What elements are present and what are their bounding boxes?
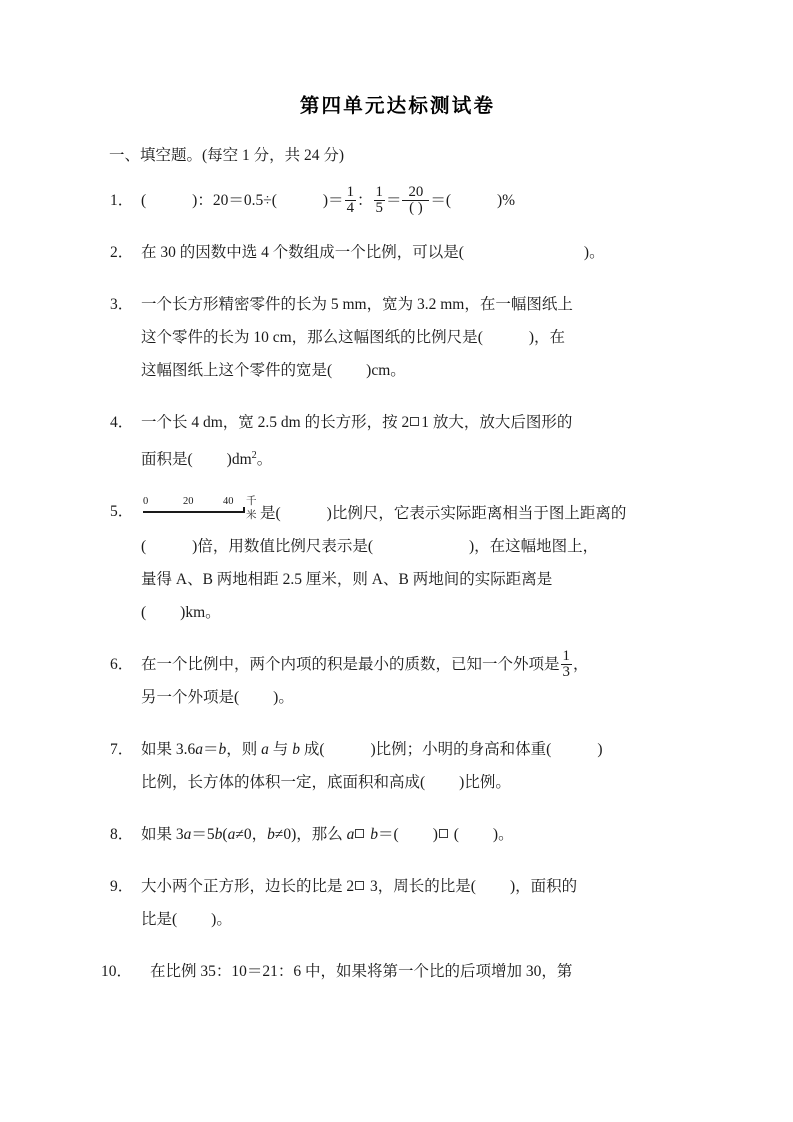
q3-line3-b: )cm。 (366, 362, 406, 380)
q3-line-3 (141, 354, 685, 387)
q4-line-1 (141, 406, 685, 439)
fraction-one-third (561, 649, 572, 680)
q8-var-a3: a (346, 826, 355, 844)
q3-line2-b: )，在 (528, 329, 566, 347)
q9-line-2 (141, 903, 685, 936)
q8-text-g: ＝( (378, 826, 399, 844)
q8-text-e: ≠0)，那么 (274, 826, 347, 844)
question-text: 在比例 35：10＝21：6 中，如果将第一个比的后项增加 30，第 (150, 963, 573, 981)
box-placeholder-icon (355, 829, 364, 838)
q8-text-c: ( (222, 826, 228, 844)
q9-line-1 (141, 870, 685, 903)
q5-line-4 (141, 596, 685, 629)
q7-line1-d: 与 (268, 741, 293, 759)
question-number: 7． (110, 741, 134, 759)
q1-seg-a: ( (141, 192, 147, 210)
q5-line4-b: )km。 (180, 604, 221, 622)
box-placeholder-icon (439, 829, 448, 838)
q8-text-j: )。 (492, 826, 514, 844)
question-number: 2． (110, 244, 134, 262)
fraction-denominator: 3 (562, 664, 570, 681)
q2-text-b: )。 (583, 244, 605, 262)
q9-line1-a: 大小两个正方形，边长的比是 2 (141, 878, 355, 896)
q4-line2-c: 。 (256, 451, 273, 469)
q4-line1-b: 1 放大，放大后图形的 (421, 414, 573, 432)
question-item-3 (110, 288, 685, 387)
q2-text-a: 在 30 的因数中选 4 个数组成一个比例，可以是( (141, 244, 464, 262)
q7-line2-b: )比例。 (459, 774, 511, 792)
scale-tick-20: 20 (183, 496, 194, 508)
q9-line1-c: )，面积的 (509, 878, 578, 896)
question-item-8 (110, 818, 685, 851)
q6-line2-b: )。 (273, 689, 294, 707)
q7-line-2 (141, 766, 685, 799)
q5-line1-a: 是( (260, 505, 281, 523)
q4-line1-a: 一个长 4 dm，宽 2.5 dm 的长方形，按 2 (141, 414, 410, 432)
question-item-2 (110, 236, 685, 269)
question-number: 10． (101, 963, 133, 981)
q7-line2-a: 比例，长方体的体积一定，底面积和高成( (141, 774, 426, 792)
q6-line2-a: 另一个外项是( (141, 689, 240, 707)
q5-line2-a: ( (141, 538, 147, 556)
q8-var-b1: b (214, 826, 223, 844)
question-number: 8． (110, 826, 134, 844)
q8-var-b3: b (370, 826, 379, 844)
fraction-one-quarter (345, 185, 356, 216)
q8-text-d: ≠0， (235, 826, 268, 844)
q7-var-b1: b (218, 741, 227, 759)
question-item-5 (110, 495, 685, 629)
scale-tick-40: 40 (223, 496, 234, 508)
q3-line2-a: 这个零件的长为 10 cm，那么这幅图纸的比例尺是( (141, 329, 483, 347)
q7-var-a2: a (261, 741, 269, 759)
question-text (141, 184, 685, 217)
q8-var-a2: a (227, 826, 236, 844)
q7-line1-e: 成( (299, 741, 325, 759)
question-item-4 (110, 406, 685, 476)
question-text (141, 648, 685, 714)
question-text (141, 733, 685, 799)
q5-line4-a: ( (141, 604, 147, 622)
q8-var-b2: b (267, 826, 275, 844)
q4-line-2 (141, 439, 685, 476)
question-item-6 (110, 648, 685, 714)
question-number: 3． (110, 296, 134, 314)
q6-line1-text: 在一个比例中，两个内项的积是最小的质数，已知一个外项是 (141, 656, 560, 674)
q8-var-a1: a (183, 826, 192, 844)
question-number: 6． (110, 656, 134, 674)
q5-line2-c: )，在这幅地图上， (469, 538, 599, 556)
q7-line1-f: )比例；小明的身高和体重( (370, 741, 552, 759)
q6-line-2 (141, 681, 685, 714)
q7-line1-c: ，则 (226, 741, 262, 759)
q3-line3-a: 这幅图纸上这个零件的宽是( (141, 362, 333, 380)
q6-line-1 (141, 648, 685, 681)
question-item-9 (110, 870, 685, 936)
fraction-denominator: 4 (346, 200, 354, 217)
fraction-numerator: 1 (562, 648, 570, 665)
q7-line1-b: ＝ (203, 741, 219, 759)
q9-line2-b: )。 (211, 911, 232, 929)
q5-line-2 (141, 530, 685, 563)
question-item-1 (110, 184, 685, 217)
q3-line-2 (141, 321, 685, 354)
q5-line-1 (141, 495, 685, 530)
q4-line2-a: 面积是( (141, 451, 193, 469)
question-list (101, 183, 685, 988)
q1-seg-c: )＝ (322, 192, 344, 210)
question-number: 4． (110, 414, 134, 432)
q4-line2-b: )dm (226, 451, 252, 469)
q5-line-3: 量得 A、B 两地相距 2.5 厘米，则 A、B 两地间的实际距离是 (141, 571, 553, 589)
fraction-twenty-over-blank (402, 185, 429, 216)
q8-text-i: ( (449, 826, 459, 844)
q6-line1-end: ， (572, 656, 589, 674)
q8-text-h: ) (432, 826, 438, 844)
question-number: 5． (110, 503, 134, 521)
q9-line2-a: 比是( (141, 911, 178, 929)
question-text (141, 236, 685, 269)
q8-text-b: ＝5 (191, 826, 215, 844)
q7-line1-g: ) (597, 741, 603, 759)
fraction-denominator: 5 (375, 200, 383, 217)
q7-line1-a: 如果 3.6 (141, 741, 196, 759)
question-text (141, 870, 685, 936)
box-placeholder-icon (410, 417, 419, 426)
q7-var-b2: b (292, 741, 300, 759)
q7-var-a1: a (195, 741, 204, 759)
question-text (141, 495, 685, 629)
q7-line-1 (141, 733, 685, 766)
scale-tick-0: 0 (143, 496, 149, 508)
scale-unit-label: 千米 (246, 496, 257, 522)
scale-bar-rule (143, 511, 245, 513)
q1-seg-f: ＝( (430, 192, 452, 210)
fraction-numerator: 1 (375, 184, 383, 201)
question-item-10 (101, 955, 685, 988)
q8-text-a: 如果 3 (141, 826, 184, 844)
q3-line-1: 一个长方形精密零件的长为 5 mm，宽为 3.2 mm，在一幅图纸上 (141, 296, 573, 314)
fraction-one-fifth (374, 185, 385, 216)
q1-seg-b: )：20＝0.5÷( (192, 192, 277, 210)
question-number: 1． (110, 192, 134, 210)
box-placeholder-icon (355, 881, 364, 890)
question-item-7 (110, 733, 685, 799)
q1-seg-e: ＝ (385, 192, 402, 210)
question-text (141, 288, 685, 387)
scale-bar-end-tick (243, 507, 245, 513)
q4-superscript: 2 (251, 450, 257, 462)
q5-line2-b: )倍，用数值比例尺表示是( (192, 538, 373, 556)
graphic-scale-bar (141, 495, 259, 521)
section-heading: 一、填空题。(每空 1 分，共 24 分) (109, 146, 345, 164)
question-text (141, 818, 685, 851)
fraction-numerator: 1 (346, 184, 354, 201)
question-number: 9． (110, 878, 134, 896)
q1-ratio-colon: ： (357, 192, 373, 210)
q1-seg-g: )% (497, 192, 516, 210)
q9-line1-b: 3，周长的比是( (366, 878, 476, 896)
fraction-numerator: 20 (408, 183, 424, 200)
scale-bar-ticks (141, 495, 259, 522)
question-text (141, 406, 685, 476)
fraction-denominator-blank[interactable]: ( ) (402, 200, 429, 216)
page-title: 第四单元达标测试卷 (299, 94, 496, 117)
q5-line1-b: )比例尺，它表示实际距离相当于图上距离的 (326, 505, 627, 523)
